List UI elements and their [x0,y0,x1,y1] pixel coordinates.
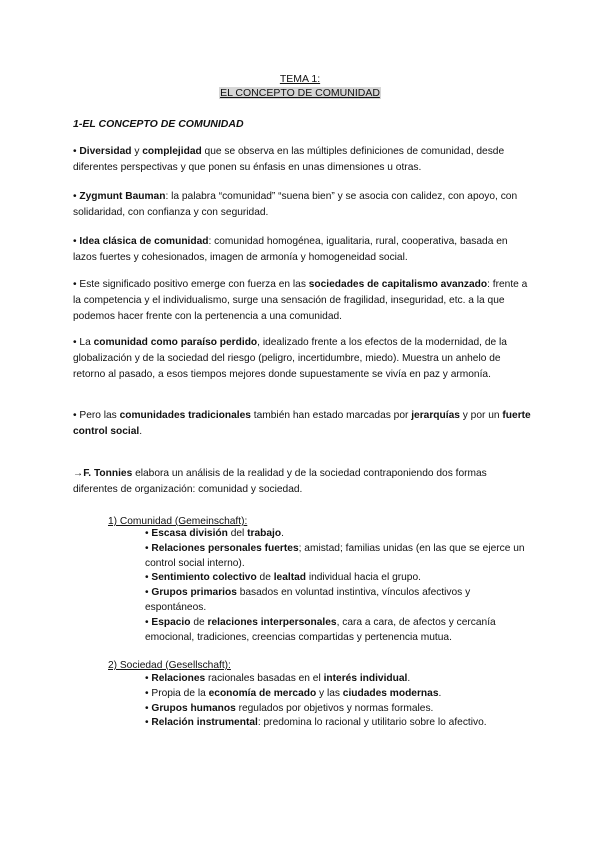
paragraph-idea-clasica: • Idea clásica de comunidad: comunidad homogénea, igualitaria, rural, cooperativa, basada en lazos fuertes y cohesionados, imagen de armonía y homogeneidad social. [73,236,508,264]
bold-text: fuerte control social [73,410,531,438]
paragraph-tonnies: →F. Tonnies elabora un análisis de la realidad y de la sociedad contraponiendo dos formas diferentes de organización: comunidad y sociedad. [73,468,487,496]
sociedad-heading: 2) Sociedad (Gesellschaft): [108,660,231,671]
paragraph-paraiso-perdido: • La comunidad como paraíso perdido, idealizado frente a los efectos de la modernidad, de la globalización y de la sociedad del riesgo (peligro, incertidumbre, miedo). Muestra un anhelo de retorno al pasado, a esos tiempos mejores donde supuestamente se vivía en paz y armonía. [73,337,507,381]
bold-text: Zygmunt Bauman [79,191,166,202]
bold-text: Relación instrumental [151,717,258,729]
paragraph-tradicionales: • Pero las comunidades tradicionales también han estado marcadas por jerarquías y por un fuerte control social. [73,410,531,438]
bold-text: ciudades modernas [342,687,439,699]
bold-text: interés individual [323,673,408,684]
paragraph-diversidad: • Diversidad y complejidad que se observa en las múltiples definiciones de comunidad, desde diferentes perspectivas y que ponen su énfasis en unas dimensiones u otras. [73,146,505,174]
bold-text: Grupos primarios [151,587,237,599]
bold-text: Relaciones personales fuertes [151,542,299,554]
bold-text: economía de mercado [208,687,317,699]
list-item: • Sentimiento colectivo de lealtad individual hacia el grupo. [145,572,421,584]
comunidad-heading: 1) Comunidad (Gemeinschaft): [108,516,248,527]
bold-text: jerarquías [411,410,460,421]
list-item: • Grupos primarios basados en voluntad instintiva, vínculos afectivos y espontáneos. [145,587,471,613]
doc-title-line2: EL CONCEPTO DE COMUNIDAD [220,87,380,99]
bold-text: Sentimiento colectivo [151,572,257,584]
doc-title-line1: TEMA 1: [279,73,321,85]
paragraph-bauman: • Zygmunt Bauman: la palabra “comunidad” “suena bien” y se asocia con calidez, con apoyo, con solidaridad, con confianza y con seguridad. [73,191,518,219]
list-item: • Relación instrumental: predomina lo racional y utilitario sobre lo afectivo. [145,717,487,729]
list-item: • Relaciones racionales basadas en el interés individual. [145,673,411,684]
bold-text: Escasa división [151,528,228,539]
bold-text: lealtad [273,572,306,584]
section-heading: 1-EL CONCEPTO DE COMUNIDAD [73,118,244,130]
bold-text: Espacio [151,616,191,628]
comunidad-list [145,527,525,645]
list-item: • Relaciones personales fuertes; amistad; familias unidas (en las que se ejerce un control social interno). [145,542,525,569]
bold-text: F. Tonnies [83,468,133,479]
bold-text: comunidad como paraíso perdido [93,337,258,348]
bold-text: relaciones interpersonales [207,616,337,628]
bold-text: Idea clásica de comunidad [79,236,209,247]
bold-text: complejidad [142,146,202,157]
bold-text: Grupos humanos [151,702,236,714]
list-item: • Escasa división del trabajo. [145,528,284,539]
list-item: • Espacio de relaciones interpersonales, cara a cara, de afectos y cercanía emocional, tradiciones, creencias compartidas y pertenencia mutua. [145,616,496,643]
list-item: • Propia de la economía de mercado y las ciudades modernas. [145,687,442,699]
sociedad-list [145,672,525,731]
bold-text: Diversidad [79,146,132,157]
list-item: • Grupos humanos regulados por objetivos y normas formales. [145,702,434,714]
bold-text: Relaciones [151,673,206,684]
bold-text: sociedades de capitalismo avanzado [308,279,488,290]
bold-text: comunidades tradicionales [119,410,251,421]
paragraph-capitalismo: • Este significado positivo emerge con fuerza en las sociedades de capitalismo avanzado: frente a la competencia y el individualismo, surge una sensación de fragilidad, inseguridad, etc. a la que podemos hacer frente con la pertenencia a una comunidad. [73,279,528,323]
bold-text: trabajo [247,528,282,539]
